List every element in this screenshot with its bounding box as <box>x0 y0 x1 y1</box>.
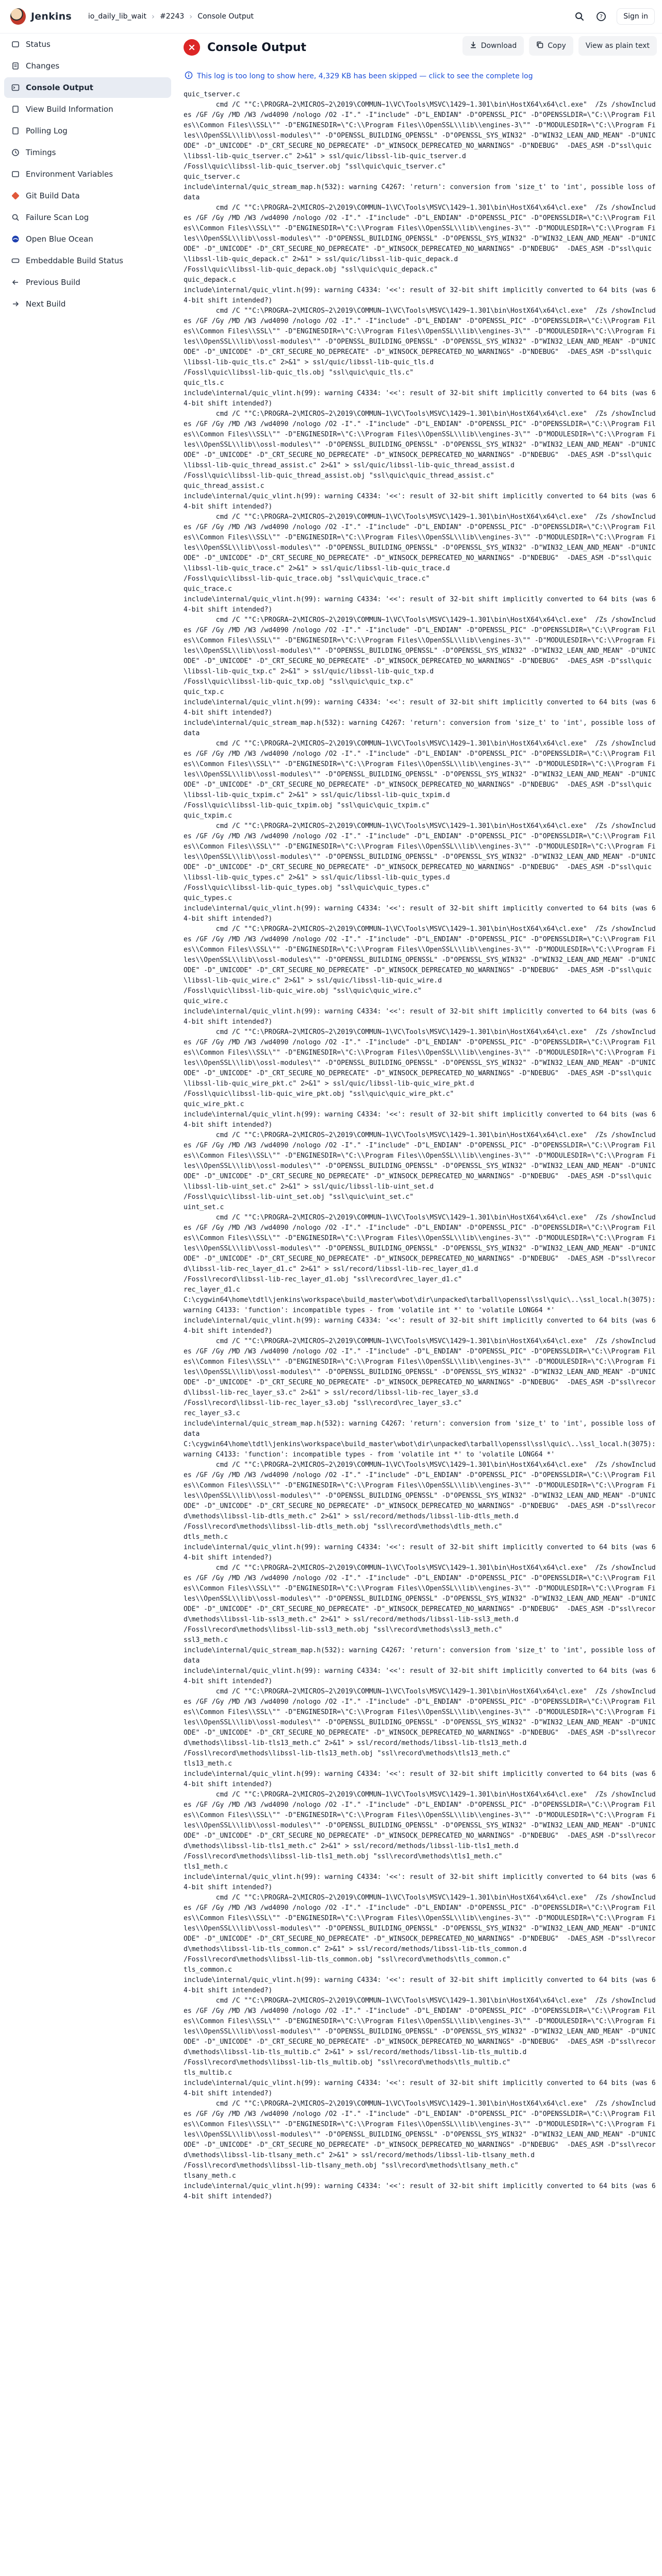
sidebar-item-label: Git Build Data <box>26 191 80 200</box>
breadcrumb-build[interactable]: #2243 <box>159 12 185 21</box>
breadcrumb-console[interactable]: Console Output <box>197 12 254 21</box>
timings-icon <box>10 147 21 158</box>
info-icon <box>185 71 193 81</box>
help-icon[interactable] <box>595 10 607 23</box>
sidebar-item-build-info[interactable] <box>4 99 171 120</box>
sidebar-item-embeddable-build-status[interactable] <box>4 250 171 271</box>
download-button[interactable] <box>462 36 524 56</box>
sidebar-item-git-build-data[interactable] <box>4 185 171 206</box>
sidebar-item-label: Environment Variables <box>26 170 113 179</box>
console-icon <box>10 82 21 93</box>
copy-label: Copy <box>548 42 566 50</box>
logo-text: Jenkins <box>31 11 72 22</box>
badge-icon <box>10 256 21 266</box>
sidebar-item-label: Previous Build <box>26 278 80 287</box>
sidebar-item-label: Timings <box>26 148 56 157</box>
page-title: Console Output <box>207 41 307 54</box>
jenkins-butler-icon <box>10 8 26 25</box>
changes-icon <box>10 61 21 71</box>
sidebar-item-previous-build[interactable] <box>4 272 171 293</box>
sidebar-item-label: Status <box>26 40 51 49</box>
skipped-log-link[interactable] <box>185 71 657 81</box>
copy-button[interactable] <box>529 36 573 56</box>
sidebar-item-failure-scan-log[interactable] <box>4 207 171 228</box>
jenkins-logo[interactable] <box>10 8 72 25</box>
download-label: Download <box>481 42 517 50</box>
blue-ocean-icon <box>10 234 21 244</box>
git-icon <box>10 191 21 201</box>
previous-icon <box>10 277 21 287</box>
breadcrumb-job[interactable]: io_daily_lib_wait <box>88 12 146 21</box>
sidebar-item-label: Next Build <box>26 299 66 309</box>
sidebar-item-label: Failure Scan Log <box>26 213 89 222</box>
sidebar-item-status[interactable] <box>4 34 171 55</box>
sidebar-item-environment-variables[interactable] <box>4 164 171 184</box>
page-header <box>184 35 657 60</box>
sidebar-item-timings[interactable] <box>4 142 171 163</box>
sign-in-button[interactable]: Sign in <box>617 8 655 25</box>
next-icon <box>10 299 21 309</box>
sidebar-item-blue-ocean[interactable] <box>4 229 171 249</box>
sidebar-item-label: Console Output <box>26 83 93 92</box>
copy-icon <box>536 41 543 50</box>
svg-text:?: ? <box>600 13 603 20</box>
sidebar-item-changes[interactable] <box>4 56 171 76</box>
env-icon <box>10 169 21 179</box>
info-icon <box>10 104 21 114</box>
sidebar <box>0 33 175 314</box>
polling-icon <box>10 126 21 136</box>
chevron-right-icon: › <box>151 12 155 21</box>
top-header <box>0 0 662 33</box>
sidebar-item-label: Changes <box>26 61 60 71</box>
chevron-right-icon: › <box>189 12 193 21</box>
sidebar-item-console-output[interactable] <box>4 77 171 98</box>
download-icon <box>470 41 477 50</box>
main-content <box>184 33 657 2209</box>
sidebar-item-label: View Build Information <box>26 105 113 114</box>
sidebar-item-polling-log[interactable] <box>4 121 171 141</box>
sidebar-item-label: Polling Log <box>26 126 68 135</box>
failure-icon <box>10 212 21 223</box>
search-icon[interactable] <box>573 10 586 23</box>
status-icon <box>10 39 21 49</box>
breadcrumb <box>85 12 257 21</box>
failed-status-icon <box>184 39 200 56</box>
skipped-log-text: This log is too long to show here, 4,329 KB has been skipped — click to see the complete log <box>197 72 533 80</box>
sidebar-item-label: Open Blue Ocean <box>26 234 93 244</box>
sidebar-item-label: Embeddable Build Status <box>26 256 123 265</box>
console-log: quic_tserver.c cmd /C ""C:\PROGRA~2\MICROS~2\2019\COMMUN~1\VC\Tools\MSVC\1429~1.301\bin\HostX64\x64\cl.exe" /Zs /showIncludes /GF /Gy /MD /W3 /wd4090 /nologo /O2 -I"." -I"include" -D"L_ENDIAN" -D"OPENSSL_PIC" -D"OPENSSLDIR=\"C:\\Program Files\\Common Files\\SSL\"" -D"ENGINESDIR=\"C:\\Program Files\\OpenSSL\\lib\\engines-3\"" -D"MODULESDIR=\"C:\\Program Files\\OpenSSL\\lib\\ossl-modules\"" -D"OPENSSL_BUILDING_OPENSSL" -D"OPENSSL_SYS_WIN32" -D"WIN32_LEAN_AND_MEAN" -D"UNICODE" -D"_UNICODE" -D"_CRT_SECURE_NO_DEPRECATE" -D"_WINSOCK_DEPRECATED_NO_WARNINGS" -D"NDEBUG" -DAES_ASM -D"ssl\quic\libssl-lib-quic_tserver.c" 2>&1" > ssl/quic/libssl-lib-quic_tserver.d /Fossl\quic\libssl-lib-quic_tserver.obj "ssl\quic\quic_tserver.c" quic_tserver.c include\internal/quic_stream_map.h(532): warning C4267: 'return': conversion from 'size_t' to 'int', possible loss of data cmd /C ""C:\PROGRA~2\MICROS~2\2019\COMMUN~1\VC\Tools\MSVC\1429~1.301\bin\HostX64\x64\cl.exe" /Zs /showIncludes /GF /Gy /MD /W3 /wd4090 /nologo /O2 -I"." -I"include" -D"L_ENDIAN" -D"OPENSSL_PIC" -D"OPENSSLDIR=\"C:\\Program Files\\Common Files\\SSL\"" -D"ENGINESDIR=\"C:\\Program Files\\OpenSSL\\lib\\engines-3\"" -D"MODULESDIR=\"C:\\Program Files\\OpenSSL\\lib\\ossl-modules\"" -D"OPENSSL_BUILDING_OPENSSL" -D"OPENSSL_SYS_WIN32" -D"WIN32_LEAN_AND_MEAN" -D"UNICODE" -D"_UNICODE" -D"_CRT_SECURE_NO_DEPRECATE" -D"_WINSOCK_DEPRECATED_NO_WARNINGS" -D"NDEBUG" -DAES_ASM -D"ssl\quic\libssl-lib-quic_depack.c" 2>&1" > ssl/quic/libssl-lib-quic_depack.d /Fossl\quic\libssl-lib-quic_depack.obj "ssl\quic\quic_depack.c" quic_depack.c include\internal/quic_vlint.h(99): warning C4334: '<<': result of 32-bit shift implicitly converted to 64 bits (was 64-bit shift intended?) cmd /C ""C:\PROGRA~2\MICROS~2\2019\COMMUN~1\VC\Tools\MSVC\1429~1.301\bin\HostX64\x64\cl.exe" /Zs /showIncludes /GF /Gy /MD /W3 /wd4090 /nologo /O2 -I"." -I"include" -D"L_ENDIAN" -D"OPENSSL_PIC" -D"OPENSSLDIR=\"C:\\Program Files\\Common Files\\SSL\"" -D"ENGINESDIR=\"C:\\Program Files\\OpenSSL\\lib\\engines-3\"" -D"MODULESDIR=\"C:\\Program Files\\OpenSSL\\lib\\ossl-modules\"" -D"OPENSSL_BUILDING_OPENSSL" -D"OPENSSL_SYS_WIN32" -D"WIN32_LEAN_AND_MEAN" -D"UNICODE" -D"_UNICODE" -D"_CRT_SECURE_NO_DEPRECATE" -D"_WINSOCK_DEPRECATED_NO_WARNINGS" -D"NDEBUG" -DAES_ASM -D"ssl\quic\libssl-lib-quic_tls.c" 2>&1" > ssl/quic/libssl-lib-quic_tls.d /Fossl\quic\libssl-lib-quic_tls.obj "ssl\quic\quic_tls.c" quic_tls.c include\internal/quic_vlint.h(99): warning C4334: '<<': result of 32-bit shift implicitly converted to 64 bits (was 64-bit shift intended?) cmd /C ""C:\PROGRA~2\MICROS~2\2019\COMMUN~1\VC\Tools\MSVC\1429~1.301\bin\HostX64\x64\cl.exe" /Zs /showIncludes /GF /Gy /MD /W3 /wd4090 /nologo /O2 -I"." -I"include" -D"L_ENDIAN" -D"OPENSSL_PIC" -D"OPENSSLDIR=\"C:\\Program Files\\Common Files\\SSL\"" -D"ENGINESDIR=\"C:\\Program Files\\OpenSSL\\lib\\engines-3\"" -D"MODULESDIR=\"C:\\Program Files\\OpenSSL\\lib\\ossl-modules\"" -D"OPENSSL_BUILDING_OPENSSL" -D"OPENSSL_SYS_WIN32" -D"WIN32_LEAN_AND_MEAN" -D"UNICODE" -D"_UNICODE" -D"_CRT_SECURE_NO_DEPRECATE" -D"_WINSOCK_DEPRECATED_NO_WARNINGS" -D"NDEBUG" -DAES_ASM -D"ssl\quic\libssl-lib-quic_thread_assist.c" 2>&1" > ssl/quic/libssl-lib-quic_thread_assist.d /Fossl\quic\libssl-lib-quic_thread_assist.obj "ssl\quic\quic_thread_assist.c" quic_thread_assist.c include\internal/quic_vlint.h(99): warning C4334: '<<': result of 32-bit shift implicitly converted to 64 bits (was 64-bit shift intended?) cmd /C ""C:\PROGRA~2\MICROS~2\2019\COMMUN~1\VC\Tools\MSVC\1429~1.301\bin\HostX64\x64\cl.exe" /Zs /showIncludes /GF /Gy /MD /W3 /wd4090 /nologo /O2 -I"." -I"include" -D"L_ENDIAN" -D"OPENSSL_PIC" -D"OPENSSLDIR=\"C:\\Program Files\\Common Files\\SSL\"" -D"ENGINESDIR=\"C:\\Program Files\\OpenSSL\\lib\\engines-3\"" -D"MODULESDIR=\"C:\\Program Files\\OpenSSL\\lib\\ossl-modules\"" -D"OPENSSL_BUILDING_OPENSSL" -D"OPENSSL_SYS_WIN32" -D"WIN32_LEAN_AND_MEAN" -D"UNICODE" -D"_UNICODE" -D"_CRT_SECURE_NO_DEPRECATE" -D"_WINSOCK_DEPRECATED_NO_WARNINGS" -D"NDEBUG" -DAES_ASM -D"ssl\quic\libssl-lib-quic_trace.c" 2>&1" > ssl/quic/libssl-lib-quic_trace.d /Fossl\quic\libssl-lib-quic_trace.obj "ssl\quic\quic_trace.c" quic_trace.c include\internal/quic_vlint.h(99): warning C4334: '<<': result of 32-bit shift implicitly converted to 64 bits (was 64-bit shift intended?) cmd /C ""C:\PROGRA~2\MICROS~2\2019\COMMUN~1\VC\Tools\MSVC\1429~1.301\bin\HostX64\x64\cl.exe" /Zs /showIncludes /GF /Gy /MD /W3 /wd4090 /nologo /O2 -I"." -I"include" -D"L_ENDIAN" -D"OPENSSL_PIC" -D"OPENSSLDIR=\"C:\\Program Files\\Common Files\\SSL\"" -D"ENGINESDIR=\"C:\\Program Files\\OpenSSL\\lib\\engines-3\"" -D"MODULESDIR=\"C:\\Program Files\\OpenSSL\\lib\\ossl-modules\"" -D"OPENSSL_BUILDING_OPENSSL" -D"OPENSSL_SYS_WIN32" -D"WIN32_LEAN_AND_MEAN" -D"UNICODE" -D"_UNICODE" -D"_CRT_SECURE_NO_DEPRECATE" -D"_WINSOCK_DEPRECATED_NO_WARNINGS" -D"NDEBUG" -DAES_ASM -D"ssl\quic\libssl-lib-quic_txp.c" 2>&1" > ssl/quic/libssl-lib-quic_txp.d /Fossl\quic\libssl-lib-quic_txp.obj "ssl\quic\quic_txp.c" quic_txp.c include\internal/quic_vlint.h(99): warning C4334: '<<': result of 32-bit shift implicitly converted to 64 bits (was 64-bit shift intended?) include\internal/quic_stream_map.h(532): warning C4267: 'return': conversion from 'size_t' to 'int', possible loss of data cmd /C ""C:\PROGRA~2\MICROS~2\2019\COMMUN~1\VC\Tools\MSVC\1429~1.301\bin\HostX64\x64\cl.exe" /Zs /showIncludes /GF /Gy /MD /W3 /wd4090 /nologo /O2 -I"." -I"include" -D"L_ENDIAN" -D"OPENSSL_PIC" -D"OPENSSLDIR=\"C:\\Program Files\\Common Files\\SSL\"" -D"ENGINESDIR=\"C:\\Program Files\\OpenSSL\\lib\\engines-3\"" -D"MODULESDIR=\"C:\\Program Files\\OpenSSL\\lib\\ossl-modules\"" -D"OPENSSL_BUILDING_OPENSSL" -D"OPENSSL_SYS_WIN32" -D"WIN32_LEAN_AND_MEAN" -D"UNICODE" -D"_UNICODE" -D"_CRT_SECURE_NO_DEPRECATE" -D"_WINSOCK_DEPRECATED_NO_WARNINGS" -D"NDEBUG" -DAES_ASM -D"ssl\quic\libssl-lib-quic_txpim.c" 2>&1" > ssl/quic/libssl-lib-quic_txpim.d /Fossl\quic\libssl-lib-quic_txpim.obj "ssl\quic\quic_txpim.c" quic_txpim.c cmd /C ""C:\PROGRA~2\MICROS~2\2019\COMMUN~1\VC\Tools\MSVC\1429~1.301\bin\HostX64\x64\cl.exe" /Zs /showIncludes /GF /Gy /MD /W3 /wd4090 /nologo /O2 -I"." -I"include" -D"L_ENDIAN" -D"OPENSSL_PIC" -D"OPENSSLDIR=\"C:\\Program Files\\Common Files\\SSL\"" -D"ENGINESDIR=\"C:\\Program Files\\OpenSSL\\lib\\engines-3\"" -D"MODULESDIR=\"C:\\Program Files\\OpenSSL\\lib\\ossl-modules\"" -D"OPENSSL_BUILDING_OPENSSL" -D"OPENSSL_SYS_WIN32" -D"WIN32_LEAN_AND_MEAN" -D"UNICODE" -D"_UNICODE" -D"_CRT_SECURE_NO_DEPRECATE" -D"_WINSOCK_DEPRECATED_NO_WARNINGS" -D"NDEBUG" -DAES_ASM -D"ssl\quic\libssl-lib-quic_types.c" 2>&1" > ssl/quic/libssl-lib-quic_types.d /Fossl\quic\libssl-lib-quic_types.obj "ssl\quic\quic_types.c" quic_types.c include\internal/quic_vlint.h(99): warning C4334: '<<': result of 32-bit shift implicitly converted to 64 bits (was 64-bit shift intended?) cmd /C ""C:\PROGRA~2\MICROS~2\2019\COMMUN~1\VC\Tools\MSVC\1429~1.301\bin\HostX64\x64\cl.exe" /Zs /showIncludes /GF /Gy /MD /W3 /wd4090 /nologo /O2 -I"." -I"include" -D"L_ENDIAN" -D"OPENSSL_PIC" -D"OPENSSLDIR=\"C:\\Program Files\\Common Files\\SSL\"" -D"ENGINESDIR=\"C:\\Program Files\\OpenSSL\\lib\\engines-3\"" -D"MODULESDIR=\"C:\\Program Files\\OpenSSL\\lib\\ossl-modules\"" -D"OPENSSL_BUILDING_OPENSSL" -D"OPENSSL_SYS_WIN32" -D"WIN32_LEAN_AND_MEAN" -D"UNICODE" -D"_UNICODE" -D"_CRT_SECURE_NO_DEPRECATE" -D"_WINSOCK_DEPRECATED_NO_WARNINGS" -D"NDEBUG" -DAES_ASM -D"ssl\quic\libssl-lib-quic_wire.c" 2>&1" > ssl/quic/libssl-lib-quic_wire.d /Fossl\quic\libssl-lib-quic_wire.obj "ssl\quic\quic_wire.c" quic_wire.c include\internal/quic_vlint.h(99): warning C4334: '<<': result of 32-bit shift implicitly converted to 64 bits (was 64-bit shift intended?) cmd /C ""C:\PROGRA~2\MICROS~2\2019\COMMUN~1\VC\Tools\MSVC\1429~1.301\bin\HostX64\x64\cl.exe" /Zs /showIncludes /GF /Gy /MD /W3 /wd4090 /nologo /O2 -I"." -I"include" -D"L_ENDIAN" -D"OPENSSL_PIC" -D"OPENSSLDIR=\"C:\\Program Files\\Common Files\\SSL\"" -D"ENGINESDIR=\"C:\\Program Files\\OpenSSL\\lib\\engines-3\"" -D"MODULESDIR=\"C:\\Program Files\\OpenSSL\\lib\\ossl-modules\"" -D"OPENSSL_BUILDING_OPENSSL" -D"OPENSSL_SYS_WIN32" -D"WIN32_LEAN_AND_MEAN" -D"UNICODE" -D"_UNICODE" -D"_CRT_SECURE_NO_DEPRECATE" -D"_WINSOCK_DEPRECATED_NO_WARNINGS" -D"NDEBUG" -DAES_ASM -D"ssl\quic\libssl-lib-quic_wire_pkt.c" 2>&1" > ssl/quic/libssl-lib-quic_wire_pkt.d /Fossl\quic\libssl-lib-quic_wire_pkt.obj "ssl\quic\quic_wire_pkt.c" quic_wire_pkt.c include\internal/quic_vlint.h(99): warning C4334: '<<': result of 32-bit shift implicitly converted to 64 bits (was 64-bit shift intended?) cmd /C ""C:\PROGRA~2\MICROS~2\2019\COMMUN~1\VC\Tools\MSVC\1429~1.301\bin\HostX64\x64\cl.exe" /Zs /showIncludes /GF /Gy /MD /W3 /wd4090 /nologo /O2 -I"." -I"include" -D"L_ENDIAN" -D"OPENSSL_PIC" -D"OPENSSLDIR=\"C:\\Program Files\\Common Files\\SSL\"" -D"ENGINESDIR=\"C:\\Program Files\\OpenSSL\\lib\\engines-3\"" -D"MODULESDIR=\"C:\\Program Files\\OpenSSL\\lib\\ossl-modules\"" -D"OPENSSL_BUILDING_OPENSSL" -D"OPENSSL_SYS_WIN32" -D"WIN32_LEAN_AND_MEAN" -D"UNICODE" -D"_UNICODE" -D"_CRT_SECURE_NO_DEPRECATE" -D"_WINSOCK_DEPRECATED_NO_WARNINGS" -D"NDEBUG" -DAES_ASM -D"ssl\quic\libssl-lib-uint_set.c" 2>&1" > ssl/quic/libssl-lib-uint_set.d /Fossl\quic\libssl-lib-uint_set.obj "ssl\quic\uint_set.c" uint_set.c cmd /C ""C:\PROGRA~2\MICROS~2\2019\COMMUN~1\VC\Tools\MSVC\1429~1.301\bin\HostX64\x64\cl.exe" /Zs /showIncludes /GF /Gy /MD /W3 /wd4090 /nologo /O2 -I"." -I"include" -D"L_ENDIAN" -D"OPENSSL_PIC" -D"OPENSSLDIR=\"C:\\Program Files\\Common Files\\SSL\"" -D"ENGINESDIR=\"C:\\Program Files\\OpenSSL\\lib\\engines-3\"" -D"MODULESDIR=\"C:\\Program Files\\OpenSSL\\lib\\ossl-modules\"" -D"OPENSSL_BUILDING_OPENSSL" -D"OPENSSL_SYS_WIN32" -D"WIN32_LEAN_AND_MEAN" -D"UNICODE" -D"_UNICODE" -D"_CRT_SECURE_NO_DEPRECATE" -D"_WINSOCK_DEPRECATED_NO_WARNINGS" -D"NDEBUG" -DAES_ASM -D"ssl\record\libssl-lib-rec_layer_d1.c" 2>&1" > ssl/record/libssl-lib-rec_layer_d1.d /Fossl\record\libssl-lib-rec_layer_d1.obj "ssl\record\rec_layer_d1.c" rec_layer_d1.c C:\cygwin64\home\tdtl\jenkins\workspace\build_master\wbot\dir\unpacked\tarball\openssl\ssl\quic\..\ssl_local.h(3075): warning C4133: 'function': incompatible types - from 'volatile int *' to 'volatile LONG64 *' include\internal/quic_vlint.h(99): warning C4334: '<<': result of 32-bit shift implicitly converted to 64 bits (was 64-bit shift intended?) cmd /C ""C:\PROGRA~2\MICROS~2\2019\COMMUN~1\VC\Tools\MSVC\1429~1.301\bin\HostX64\x64\cl.exe" /Zs /showIncludes /GF /Gy /MD /W3 /wd4090 /nologo /O2 -I"." -I"include" -D"L_ENDIAN" -D"OPENSSL_PIC" -D"OPENSSLDIR=\"C:\\Program Files\\Common Files\\SSL\"" -D"ENGINESDIR=\"C:\\Program Files\\OpenSSL\\lib\\engines-3\"" -D"MODULESDIR=\"C:\\Program Files\\OpenSSL\\lib\\ossl-modules\"" -D"OPENSSL_BUILDING_OPENSSL" -D"OPENSSL_SYS_WIN32" -D"WIN32_LEAN_AND_MEAN" -D"UNICODE" -D"_UNICODE" -D"_CRT_SECURE_NO_DEPRECATE" -D"_WINSOCK_DEPRECATED_NO_WARNINGS" -D"NDEBUG" -DAES_ASM -D"ssl\record\libssl-lib-rec_layer_s3.c" 2>&1" > ssl/record/libssl-lib-rec_layer_s3.d /Fossl\record\libssl-lib-rec_layer_s3.obj "ssl\record\rec_layer_s3.c" rec_layer_s3.c include\internal/quic_stream_map.h(532): warning C4267: 'return': conversion from 'size_t' to 'int', possible loss of data C:\cygwin64\home\tdtl\jenkins\workspace\build_master\wbot\dir\unpacked\tarball\openssl\ssl\quic\..\ssl_local.h(3075): warning C4133: 'function': incompatible types - from 'volatile int *' to 'volatile LONG64 *' cmd /C ""C:\PROGRA~2\MICROS~2\2019\COMMUN~1\VC\Tools\MSVC\1429~1.301\bin\HostX64\x64\cl.exe" /Zs /showIncludes /GF /Gy /MD /W3 /wd4090 /nologo /O2 -I"." -I"include" -D"L_ENDIAN" -D"OPENSSL_PIC" -D"OPENSSLDIR=\"C:\\Program Files\\Common Files\\SSL\"" -D"ENGINESDIR=\"C:\\Program Files\\OpenSSL\\lib\\engines-3\"" -D"MODULESDIR=\"C:\\Program Files\\OpenSSL\\lib\\ossl-modules\"" -D"OPENSSL_BUILDING_OPENSSL" -D"OPENSSL_SYS_WIN32" -D"WIN32_LEAN_AND_MEAN" -D"UNICODE" -D"_UNICODE" -D"_CRT_SECURE_NO_DEPRECATE" -D"_WINSOCK_DEPRECATED_NO_WARNINGS" -D"NDEBUG" -DAES_ASM -D"ssl\record\methods\libssl-lib-dtls_meth.c" 2>&1" > ssl/record/methods/libssl-lib-dtls_meth.d /Fossl\record\methods\libssl-lib-dtls_meth.obj "ssl\record\methods\dtls_meth.c" dtls_meth.c include\internal/quic_vlint.h(99): warning C4334: '<<': result of 32-bit shift implicitly converted to 64 bits (was 64-bit shift intended?) cmd /C ""C:\PROGRA~2\MICROS~2\2019\COMMUN~1\VC\Tools\MSVC\1429~1.301\bin\HostX64\x64\cl.exe" /Zs /showIncludes /GF /Gy /MD /W3 /wd4090 /nologo /O2 -I"." -I"include" -D"L_ENDIAN" -D"OPENSSL_PIC" -D"OPENSSLDIR=\"C:\\Program Files\\Common Files\\SSL\"" -D"ENGINESDIR=\"C:\\Program Files\\OpenSSL\\lib\\engines-3\"" -D"MODULESDIR=\"C:\\Program Files\\OpenSSL\\lib\\ossl-modules\"" -D"OPENSSL_BUILDING_OPENSSL" -D"OPENSSL_SYS_WIN32" -D"WIN32_LEAN_AND_MEAN" -D"UNICODE" -D"_UNICODE" -D"_CRT_SECURE_NO_DEPRECATE" -D"_WINSOCK_DEPRECATED_NO_WARNINGS" -D"NDEBUG" -DAES_ASM -D"ssl\record\methods\libssl-lib-ssl3_meth.c" 2>&1" > ssl/record/methods/libssl-lib-ssl3_meth.d /Fossl\record\methods\libssl-lib-ssl3_meth.obj "ssl\record\methods\ssl3_meth.c" ssl3_meth.c include\internal/quic_stream_map.h(532): warning C4267: 'return': conversion from 'size_t' to 'int', possible loss of data include\internal/quic_vlint.h(99): warning C4334: '<<': result of 32-bit shift implicitly converted to 64 bits (was 64-bit shift intended?) cmd /C ""C:\PROGRA~2\MICROS~2\2019\COMMUN~1\VC\Tools\MSVC\1429~1.301\bin\HostX64\x64\cl.exe" /Zs /showIncludes /GF /Gy /MD /W3 /wd4090 /nologo /O2 -I"." -I"include" -D"L_ENDIAN" -D"OPENSSL_PIC" -D"OPENSSLDIR=\"C:\\Program Files\\Common Files\\SSL\"" -D"ENGINESDIR=\"C:\\Program Files\\OpenSSL\\lib\\engines-3\"" -D"MODULESDIR=\"C:\\Program Files\\OpenSSL\\lib\\ossl-modules\"" -D"OPENSSL_BUILDING_OPENSSL" -D"OPENSSL_SYS_WIN32" -D"WIN32_LEAN_AND_MEAN" -D"UNICODE" -D"_UNICODE" -D"_CRT_SECURE_NO_DEPRECATE" -D"_WINSOCK_DEPRECATED_NO_WARNINGS" -D"NDEBUG" -DAES_ASM -D"ssl\record\methods\libssl-lib-tls13_meth.c" 2>&1" > ssl/record/methods/libssl-lib-tls13_meth.d /Fossl\record\methods\libssl-lib-tls13_meth.obj "ssl\record\methods\tls13_meth.c" tls13_meth.c include\internal/quic_vlint.h(99): warning C4334: '<<': result of 32-bit shift implicitly converted to 64 bits (was 64-bit shift intended?) cmd /C ""C:\PROGRA~2\MICROS~2\2019\COMMUN~1\VC\Tools\MSVC\1429~1.301\bin\HostX64\x64\cl.exe" /Zs /showIncludes /GF /Gy /MD /W3 /wd4090 /nologo /O2 -I"." -I"include" -D"L_ENDIAN" -D"OPENSSL_PIC" -D"OPENSSLDIR=\"C:\\Program Files\\Common Files\\SSL\"" -D"ENGINESDIR=\"C:\\Program Files\\OpenSSL\\lib\\engines-3\"" -D"MODULESDIR=\"C:\\Program Files\\OpenSSL\\lib\\ossl-modules\"" -D"OPENSSL_BUILDING_OPENSSL" -D"OPENSSL_SYS_WIN32" -D"WIN32_LEAN_AND_MEAN" -D"UNICODE" -D"_UNICODE" -D"_CRT_SECURE_NO_DEPRECATE" -D"_WINSOCK_DEPRECATED_NO_WARNINGS" -D"NDEBUG" -DAES_ASM -D"ssl\record\methods\libssl-lib-tls1_meth.c" 2>&1" > ssl/record/methods/libssl-lib-tls1_meth.d /Fossl\record\methods\libssl-lib-tls1_meth.obj "ssl\record\methods\tls1_meth.c" tls1_meth.c include\internal/quic_vlint.h(99): warning C4334: '<<': result of 32-bit shift implicitly converted to 64 bits (was 64-bit shift intended?) cmd /C ""C:\PROGRA~2\MICROS~2\2019\COMMUN~1\VC\Tools\MSVC\1429~1.301\bin\HostX64\x64\cl.exe" /Zs /showIncludes /GF /Gy /MD /W3 /wd4090 /nologo /O2 -I"." -I"include" -D"L_ENDIAN" -D"OPENSSL_PIC" -D"OPENSSLDIR=\"C:\\Program Files\\Common Files\\SSL\"" -D"ENGINESDIR=\"C:\\Program Files\\OpenSSL\\lib\\engines-3\"" -D"MODULESDIR=\"C:\\Program Files\\OpenSSL\\lib\\ossl-modules\"" -D"OPENSSL_BUILDING_OPENSSL" -D"OPENSSL_SYS_WIN32" -D"WIN32_LEAN_AND_MEAN" -D"UNICODE" -D"_UNICODE" -D"_CRT_SECURE_NO_DEPRECATE" -D"_WINSOCK_DEPRECATED_NO_WARNINGS" -D"NDEBUG" -DAES_ASM -D"ssl\record\methods\libssl-lib-tls_common.c" 2>&1" > ssl/record/methods/libssl-lib-tls_common.d /Fossl\record\methods\libssl-lib-tls_common.obj "ssl\record\methods\tls_common.c" tls_common.c include\internal/quic_vlint.h(99): warning C4334: '<<': result of 32-bit shift implicitly converted to 64 bits (was 64-bit shift intended?) cmd /C ""C:\PROGRA~2\MICROS~2\2019\COMMUN~1\VC\Tools\MSVC\1429~1.301\bin\HostX64\x64\cl.exe" /Zs /showIncludes /GF /Gy /MD /W3 /wd4090 /nologo /O2 -I"." -I"include" -D"L_ENDIAN" -D"OPENSSL_PIC" -D"OPENSSLDIR=\"C:\\Program Files\\Common Files\\SSL\"" -D"ENGINESDIR=\"C:\\Program Files\\OpenSSL\\lib\\engines-3\"" -D"MODULESDIR=\"C:\\Program Files\\OpenSSL\\lib\\ossl-modules\"" -D"OPENSSL_BUILDING_OPENSSL" -D"OPENSSL_SYS_WIN32" -D"WIN32_LEAN_AND_MEAN" -D"UNICODE" -D"_UNICODE" -D"_CRT_SECURE_NO_DEPRECATE" -D"_WINSOCK_DEPRECATED_NO_WARNINGS" -D"NDEBUG" -DAES_ASM -D"ssl\record\methods\libssl-lib-tls_multib.c" 2>&1" > ssl/record/methods/libssl-lib-tls_multib.d /Fossl\record\methods\libssl-lib-tls_multib.obj "ssl\record\methods\tls_multib.c" tls_multib.c include\internal/quic_vlint.h(99): warning C4334: '<<': result of 32-bit shift implicitly converted to 64 bits (was 64-bit shift intended?) cmd /C ""C:\PROGRA~2\MICROS~2\2019\COMMUN~1\VC\Tools\MSVC\1429~1.301\bin\HostX64\x64\cl.exe" /Zs /showIncludes /GF /Gy /MD /W3 /wd4090 /nologo /O2 -I"." -I"include" -D"L_ENDIAN" -D"OPENSSL_PIC" -D"OPENSSLDIR=\"C:\\Program Files\\Common Files\\SSL\"" -D"ENGINESDIR=\"C:\\Program Files\\OpenSSL\\lib\\engines-3\"" -D"MODULESDIR=\"C:\\Program Files\\OpenSSL\\lib\\ossl-modules\"" -D"OPENSSL_BUILDING_OPENSSL" -D"OPENSSL_SYS_WIN32" -D"WIN32_LEAN_AND_MEAN" -D"UNICODE" -D"_UNICODE" -D"_CRT_SECURE_NO_DEPRECATE" -D"_WINSOCK_DEPRECATED_NO_WARNINGS" -D"NDEBUG" -DAES_ASM -D"ssl\record\methods\libssl-lib-tlsany_meth.c" 2>&1" > ssl/record/methods/libssl-lib-tlsany_meth.d /Fossl\record\methods\libssl-lib-tlsany_meth.obj "ssl\record\methods\tlsany_meth.c" tlsany_meth.c include\internal/quic_vlint.h(99): warning C4334: '<<': result of 32-bit shift implicitly converted to 64 bits (was 64-bit shift intended?) <box>184 91 656 2200</box>
view-as-plain-text-button[interactable]: View as plain text <box>578 36 657 56</box>
sidebar-item-next-build[interactable] <box>4 294 171 314</box>
